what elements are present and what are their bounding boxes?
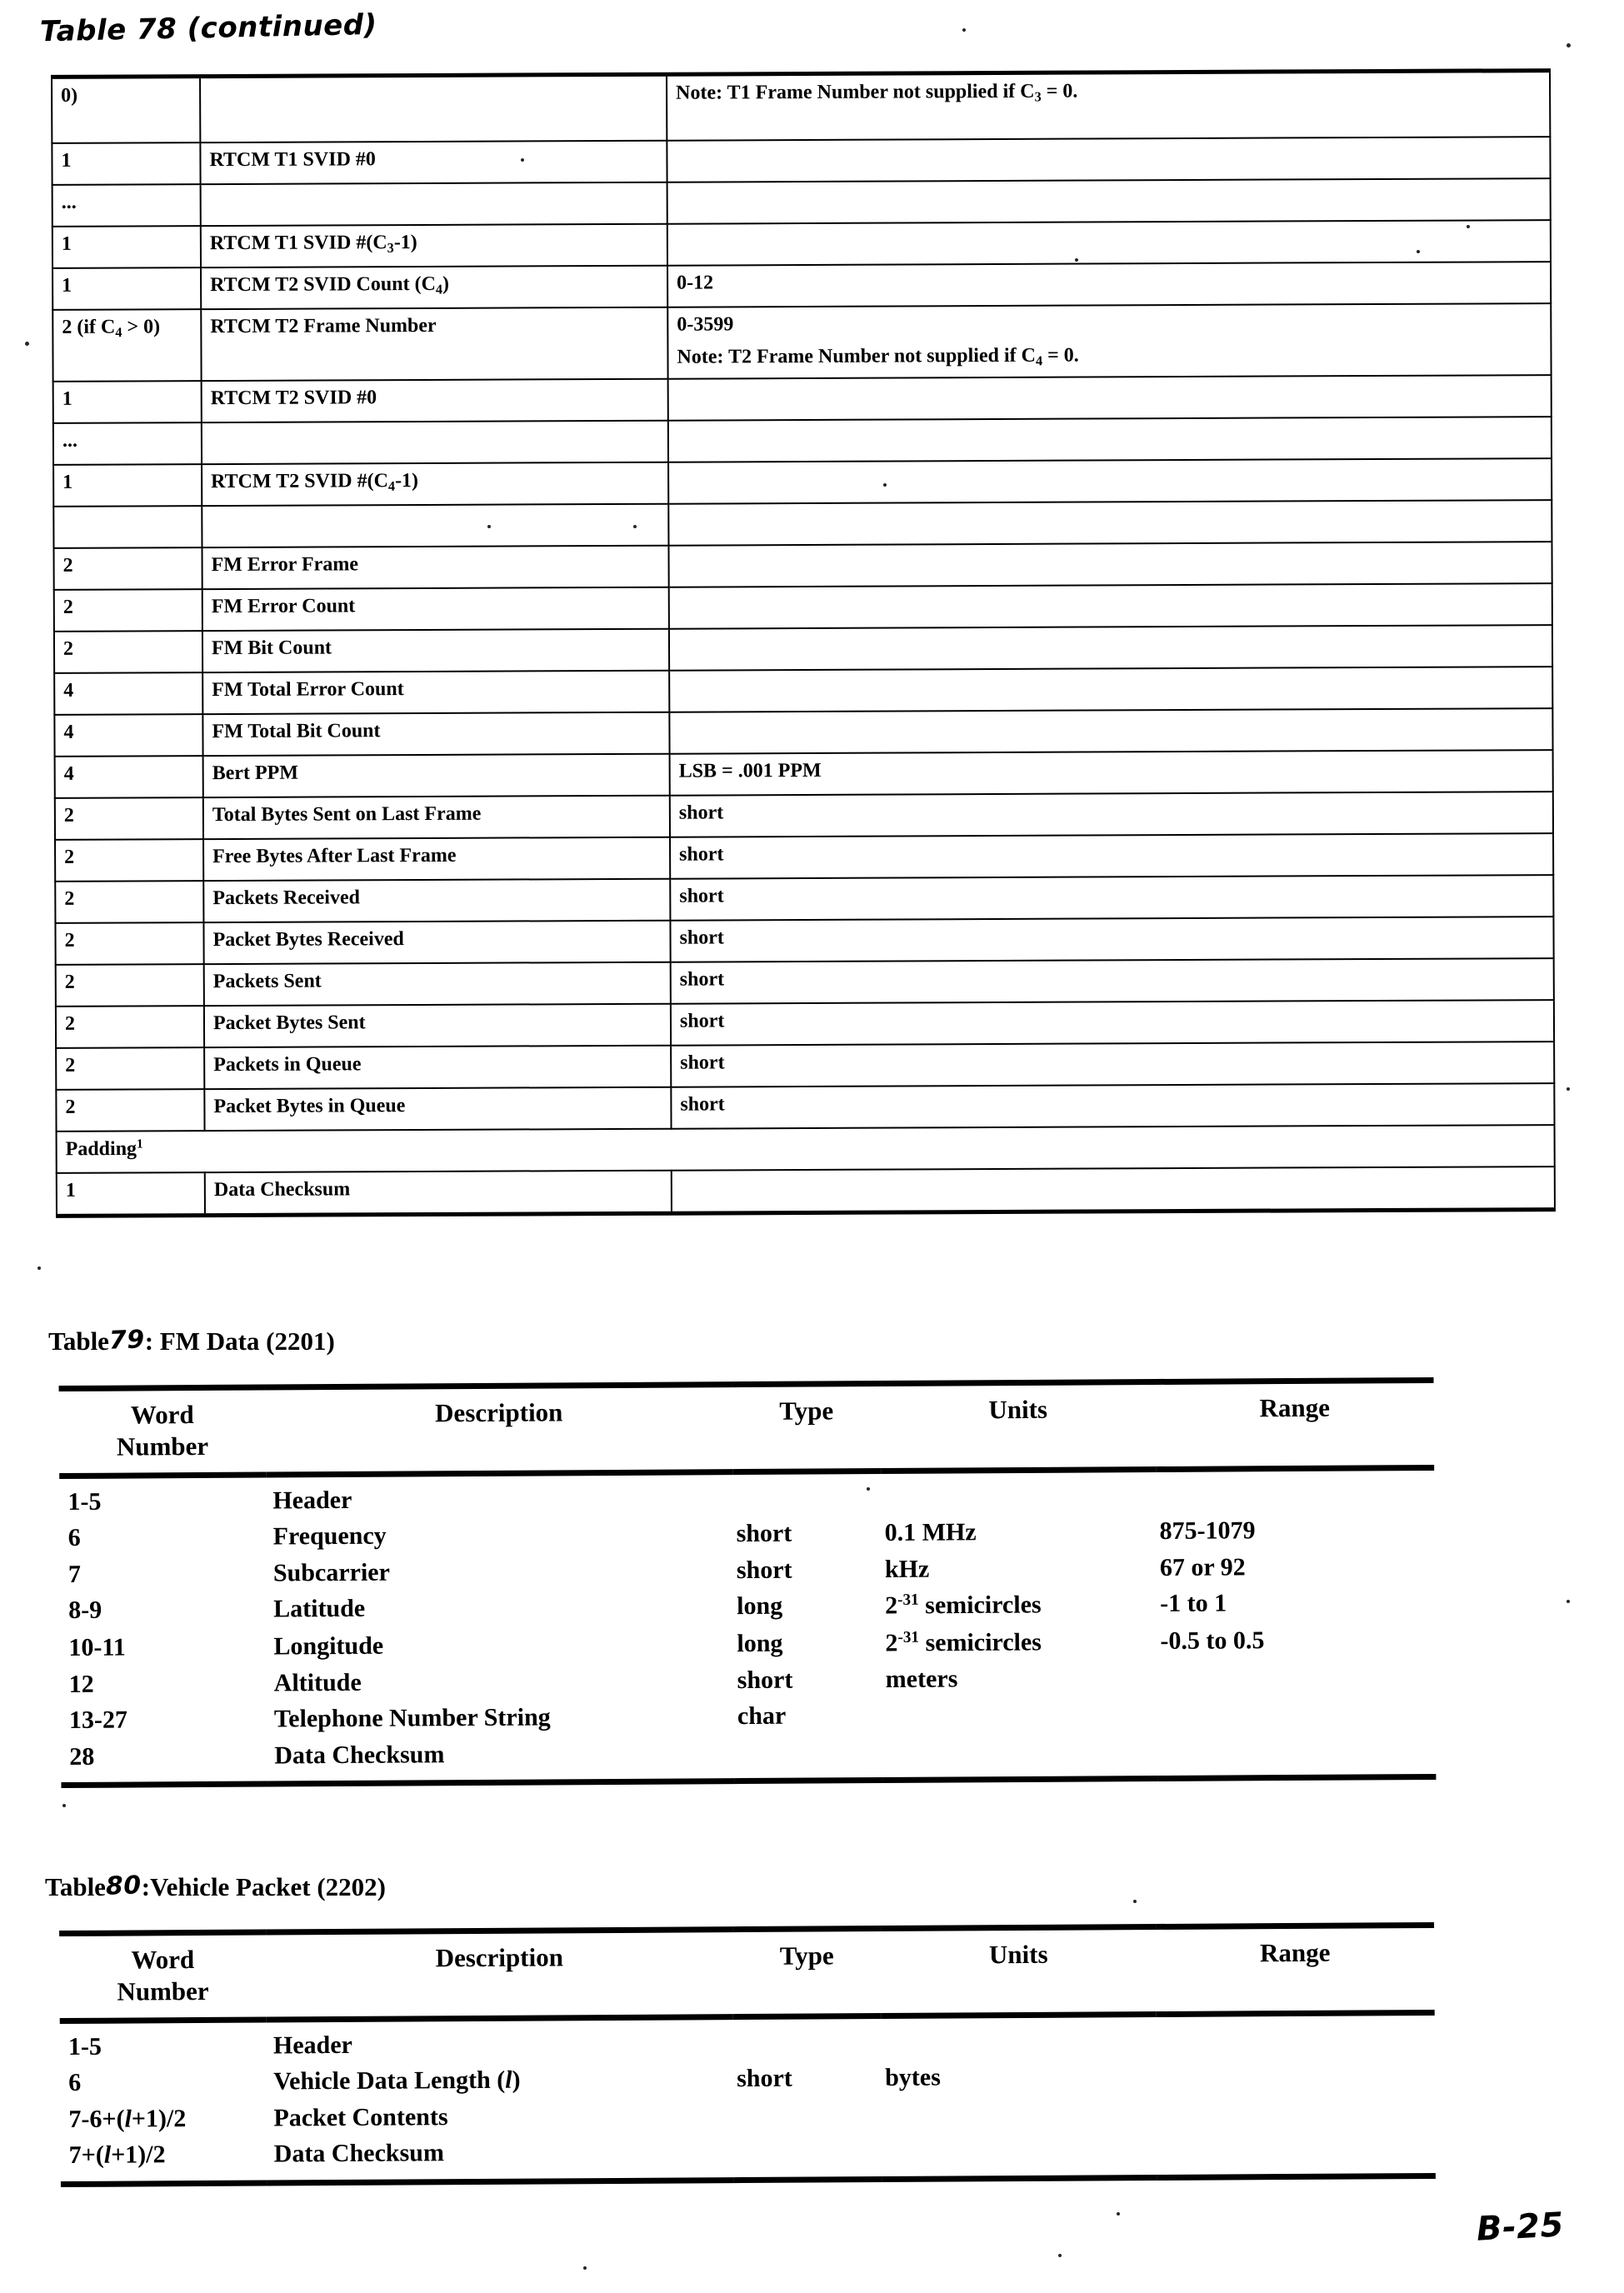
caption-suffix: : FM Data (2201) (144, 1326, 335, 1356)
cell-description (200, 74, 667, 142)
cell-units (882, 1586, 1157, 1625)
word-variable: l (103, 2141, 112, 2170)
cell-size: 0) (52, 77, 200, 143)
cell-word-number: 6 (67, 1524, 81, 1552)
desc-text-pre: Vehicle Data Length ( (273, 2066, 506, 2096)
cell-note: short (670, 875, 1553, 921)
cell-size: 1 (53, 464, 202, 507)
table-79-grid (59, 1377, 1437, 1789)
cell-word-number: 1-5 (67, 1487, 102, 1516)
scan-speckle (1567, 1087, 1570, 1091)
table-row (55, 875, 1553, 923)
cell-range: -1 to 1 (1160, 1589, 1227, 1618)
cell-size (52, 309, 201, 381)
cell-note (668, 375, 1552, 421)
column-header-units: Units (881, 1382, 1157, 1471)
cell-size: 2 (54, 589, 202, 632)
cell-description: Packets Received (203, 878, 670, 922)
note-text-post: = 0. (1041, 80, 1078, 102)
table-row (56, 1083, 1554, 1132)
table-row (53, 500, 1552, 548)
cell-description (202, 503, 668, 547)
cell-note: LSB = .001 PPM (670, 750, 1553, 796)
table-row (54, 708, 1552, 757)
cell-description: Data Checksum (274, 1741, 445, 1770)
table-row (55, 917, 1553, 965)
desc-text-pre: RTCM T1 SVID #(C (209, 232, 387, 255)
table-79-header (59, 1380, 1435, 1476)
size-subscript: 4 (115, 324, 122, 341)
note-range: 0-3599 (677, 313, 734, 336)
cell-description: Latitude (273, 1595, 366, 1623)
table-79-caption (48, 1326, 335, 1356)
cell-note (668, 458, 1552, 504)
desc-text-post: ) (512, 2066, 521, 2094)
cell-size: 2 (53, 547, 202, 590)
cell-note (668, 500, 1552, 546)
table-row (60, 2012, 1435, 2066)
scan-speckle (487, 525, 491, 528)
cell-size: 1 (53, 381, 202, 423)
column-header-description: Description (266, 1930, 733, 2020)
cell-size: 4 (54, 672, 202, 715)
note2-subscript: 4 (1035, 352, 1043, 369)
desc-text-post: -1) (394, 469, 419, 492)
table-78-body (52, 71, 1555, 1216)
units-base: 2 (885, 1591, 898, 1620)
cell-size: 2 (56, 1047, 204, 1090)
table-row (61, 2130, 1436, 2184)
handwritten-table78-title: Table 78 (continued) (39, 7, 378, 49)
table-80-caption (45, 1872, 386, 1902)
header-word-line1: Word (130, 1400, 194, 1430)
cell-word-number (61, 2137, 267, 2185)
units-exponent: -31 (897, 1628, 920, 1646)
cell-units (882, 1733, 1157, 1781)
cell-description: Subcarrier (272, 1558, 390, 1587)
cell-description: FM Bit Count (202, 628, 669, 672)
cell-size: 1 (57, 1172, 205, 1216)
cell-description: FM Total Bit Count (202, 712, 669, 755)
cell-description (201, 182, 667, 226)
table-row (55, 750, 1553, 798)
cell-size: 2 (55, 881, 203, 923)
cell-description: Telephone Number String (273, 1703, 551, 1733)
cell-description: Total Bytes Sent on Last Frame (203, 795, 670, 838)
cell-size (53, 506, 202, 548)
table-row (52, 178, 1551, 227)
cell-description: Bert PPM (203, 753, 670, 797)
cell-note (667, 137, 1550, 182)
cell-description: Packets in Queue (204, 1045, 671, 1088)
cell-description: Altitude (273, 1668, 362, 1697)
cell-size: 1 (52, 267, 201, 310)
cell-type: short (736, 1556, 792, 1584)
scan-speckle (1417, 250, 1420, 253)
size-text-pre: 2 (if C (62, 316, 116, 338)
cell-size: ... (53, 422, 202, 465)
cell-range: 67 or 92 (1159, 1553, 1246, 1581)
cell-word-number: 7 (67, 1560, 82, 1588)
cell-units (882, 1696, 1157, 1735)
word-text-pre: 7+( (68, 2141, 104, 2170)
table-row (56, 1000, 1554, 1048)
header-row (59, 1380, 1435, 1476)
header-word-line1: Word (131, 1945, 195, 1975)
cell-range (1157, 2094, 1435, 2132)
cell-units (882, 2014, 1157, 2061)
cell-word-number: 12 (68, 1670, 94, 1698)
cell-range (1157, 2130, 1436, 2177)
table-row (59, 1467, 1434, 1521)
note2-text-post: = 0. (1042, 344, 1079, 367)
cell-size: 1 (52, 226, 201, 268)
cell-note: short (671, 958, 1554, 1004)
table-row (52, 71, 1550, 143)
handwritten-page-number: B-25 (1476, 2206, 1566, 2249)
header-word-line2: Number (117, 1976, 209, 2006)
note-text-pre: Note: T1 Frame Number not supplied if C (676, 80, 1035, 104)
cell-type (732, 1471, 881, 1516)
cell-word-number: 28 (69, 1742, 95, 1771)
cell-description (201, 224, 667, 267)
desc-text-post: -1) (393, 232, 417, 254)
scan-speckle (1467, 225, 1470, 228)
cell-word-number: 13-27 (68, 1706, 128, 1735)
caption-prefix: Table (45, 1872, 106, 1901)
table-78 (51, 68, 1556, 1218)
cell-note: short (671, 1000, 1554, 1046)
cell-type: char (737, 1702, 787, 1731)
word-variable: l (124, 2105, 132, 2133)
cell-type: short (737, 2064, 792, 2093)
cell-padding (57, 1125, 1555, 1173)
word-text-post: +1)/2 (131, 2104, 187, 2133)
scan-speckle (633, 525, 637, 528)
cell-description: Free Bytes After Last Frame (203, 837, 670, 880)
table-80-header (59, 1925, 1435, 2021)
scan-speckle (583, 2266, 587, 2270)
scan-speckle (521, 158, 524, 162)
table-row (53, 458, 1552, 507)
cell-units: 0.1 MHz (884, 1518, 977, 1547)
cell-range (1157, 2057, 1435, 2096)
cell-note (669, 708, 1552, 754)
cell-description: Data Checksum (273, 2139, 444, 2168)
units-exponent: -31 (897, 1591, 919, 1610)
table-row (54, 667, 1552, 715)
cell-description: Header (272, 1486, 352, 1515)
header-row (59, 1925, 1435, 2021)
cell-units: meters (885, 1665, 958, 1693)
cell-units (882, 1624, 1157, 1662)
cell-note (668, 417, 1552, 462)
table-79 (59, 1377, 1437, 1789)
padding-label: Padding (65, 1137, 137, 1161)
cell-word-number: 1-5 (67, 2032, 102, 2061)
column-header-word-number (59, 1932, 267, 2021)
scan-speckle (1567, 1600, 1570, 1603)
cell-type (733, 2016, 882, 2061)
cell-description: RTCM T2 SVID #0 (202, 378, 668, 422)
desc-text-pre: RTCM T2 SVID Count (C (210, 272, 436, 297)
cell-description (202, 462, 668, 505)
cell-size: 2 (55, 922, 203, 965)
handwritten-table-number: 80 (105, 1871, 142, 1901)
cell-range (1157, 1731, 1436, 1779)
cell-description: FM Error Frame (202, 545, 668, 588)
scan-speckle (62, 1804, 66, 1807)
cell-range: -0.5 to 0.5 (1160, 1626, 1265, 1655)
cell-note (669, 583, 1552, 629)
cell-description (202, 420, 668, 463)
size-text-post: > 0) (122, 316, 161, 338)
caption-prefix: Table (48, 1326, 109, 1356)
desc-subscript: 3 (387, 239, 394, 256)
table-80-grid (59, 1922, 1436, 2187)
cell-description: Packet Bytes Received (203, 920, 670, 963)
table-row (54, 583, 1552, 632)
scan-speckle (1117, 2212, 1120, 2216)
cell-type (734, 1735, 882, 1781)
table-78-grid (51, 68, 1556, 1218)
table-79-body (59, 1467, 1436, 1786)
desc-subscript: 4 (387, 477, 396, 494)
cell-description: Header (272, 2031, 352, 2060)
scan-speckle (1567, 43, 1571, 47)
units-rest: semicircles (918, 1627, 1042, 1656)
cell-range (1157, 2012, 1435, 2059)
cell-note (667, 220, 1551, 266)
handwritten-table-number: 79 (108, 1325, 146, 1356)
column-header-units: Units (881, 1927, 1157, 2016)
cell-type (733, 2097, 882, 2135)
cell-size: 4 (54, 714, 202, 757)
cell-range: 875-1079 (1159, 1516, 1256, 1546)
table-row (54, 625, 1552, 673)
cell-description (267, 2061, 733, 2101)
cell-note: short (670, 792, 1553, 837)
table-row-padding (57, 1125, 1555, 1173)
cell-description: Packet Bytes in Queue (204, 1087, 671, 1130)
cell-note (672, 1166, 1555, 1213)
cell-description: Packet Contents (273, 2103, 448, 2132)
cell-word-number: 10-11 (68, 1633, 126, 1661)
table-row (55, 833, 1553, 882)
column-header-type: Type (732, 1929, 882, 2017)
cell-note: short (670, 917, 1553, 962)
table-80-body (60, 2012, 1436, 2184)
caption-suffix: :Vehicle Packet (2202) (141, 1872, 386, 1901)
units-base: 2 (885, 1628, 898, 1657)
cell-units: kHz (884, 1555, 930, 1583)
padding-footnote-marker: 1 (136, 1137, 143, 1151)
cell-note: short (671, 1042, 1554, 1087)
cell-type: long (737, 1592, 783, 1621)
cell-size: 2 (56, 964, 204, 1007)
units-rest: semicircles (918, 1591, 1042, 1620)
table-row (52, 262, 1551, 310)
table-row (53, 542, 1552, 590)
note-secondary (677, 342, 1542, 371)
cell-range (1157, 1695, 1436, 1733)
cell-note (669, 667, 1552, 712)
scan-speckle (25, 342, 29, 346)
cell-word-number: 8-9 (68, 1596, 102, 1625)
desc-text-post: ) (442, 272, 450, 295)
cell-type (734, 2133, 882, 2180)
scan-speckle (883, 483, 887, 487)
cell-description: RTCM T2 Frame Number (201, 307, 667, 381)
column-header-range: Range (1156, 1925, 1435, 2014)
cell-units (882, 2131, 1157, 2179)
table-row (53, 375, 1552, 423)
cell-word-number (60, 2101, 267, 2138)
word-text-pre: 7-6+( (68, 2105, 125, 2133)
cell-description: Frequency (272, 1521, 387, 1551)
cell-size: 1 (52, 142, 200, 185)
cell-units: bytes (885, 2063, 941, 2092)
cell-size: 2 (55, 839, 203, 882)
scan-speckle (1075, 258, 1078, 262)
cell-size: 2 (54, 631, 202, 673)
desc-subscript: 4 (435, 281, 443, 297)
cell-note (667, 71, 1550, 141)
cell-size: 2 (55, 797, 203, 840)
table-row (56, 958, 1554, 1007)
note-subscript: 3 (1034, 88, 1042, 105)
desc-text-pre: RTCM T2 SVID #(C (211, 469, 388, 492)
table-row (55, 792, 1553, 840)
cell-note: 0-12 (667, 262, 1551, 307)
table-80 (59, 1922, 1436, 2187)
scan-speckle (37, 1266, 41, 1270)
cell-description: Longitude (273, 1631, 384, 1661)
table-row (53, 417, 1552, 465)
cell-description: RTCM T1 SVID #0 (200, 141, 667, 184)
cell-size: ... (52, 184, 201, 227)
note2-text-pre: Note: T2 Frame Number not supplied if C (677, 345, 1037, 368)
table-row (61, 1731, 1436, 1786)
cell-description: Packet Bytes Sent (204, 1003, 671, 1047)
table-row (52, 137, 1550, 185)
header-word-line2: Number (116, 1431, 209, 1461)
scan-speckle (962, 28, 966, 32)
scan-speckle (1133, 1900, 1137, 1903)
cell-description: Packets Sent (204, 962, 671, 1005)
cell-description: FM Total Error Count (202, 670, 669, 713)
cell-note (667, 303, 1551, 378)
column-header-range: Range (1156, 1380, 1435, 1469)
cell-description: FM Error Count (202, 587, 669, 630)
cell-type: short (737, 1666, 793, 1694)
column-header-type: Type (732, 1384, 882, 1472)
cell-note (667, 178, 1551, 224)
cell-note: short (670, 833, 1553, 879)
table-row (52, 303, 1551, 382)
column-header-description: Description (266, 1385, 733, 1475)
word-text-post: +1)/2 (111, 2141, 166, 2170)
cell-size: 2 (56, 1089, 204, 1132)
cell-units (882, 2096, 1157, 2134)
cell-note (668, 542, 1552, 587)
cell-range (1157, 1659, 1436, 1697)
cell-size: 2 (56, 1006, 204, 1048)
scan-speckle (1058, 2254, 1062, 2257)
cell-type: long (737, 1629, 783, 1657)
cell-note: short (671, 1083, 1554, 1129)
cell-word-number: 6 (68, 2069, 82, 2097)
cell-units (881, 1469, 1156, 1516)
table-row (52, 220, 1551, 268)
desc-variable: l (505, 2066, 512, 2094)
cell-range (1156, 1467, 1434, 1514)
cell-description (201, 266, 667, 309)
table-row (56, 1042, 1554, 1090)
cell-note (669, 625, 1552, 671)
scan-speckle (867, 1487, 870, 1491)
cell-description: Data Checksum (205, 1170, 672, 1215)
table-row (57, 1166, 1555, 1216)
column-header-word-number (59, 1387, 267, 1476)
cell-type: short (736, 1519, 792, 1548)
cell-size: 4 (55, 756, 203, 798)
